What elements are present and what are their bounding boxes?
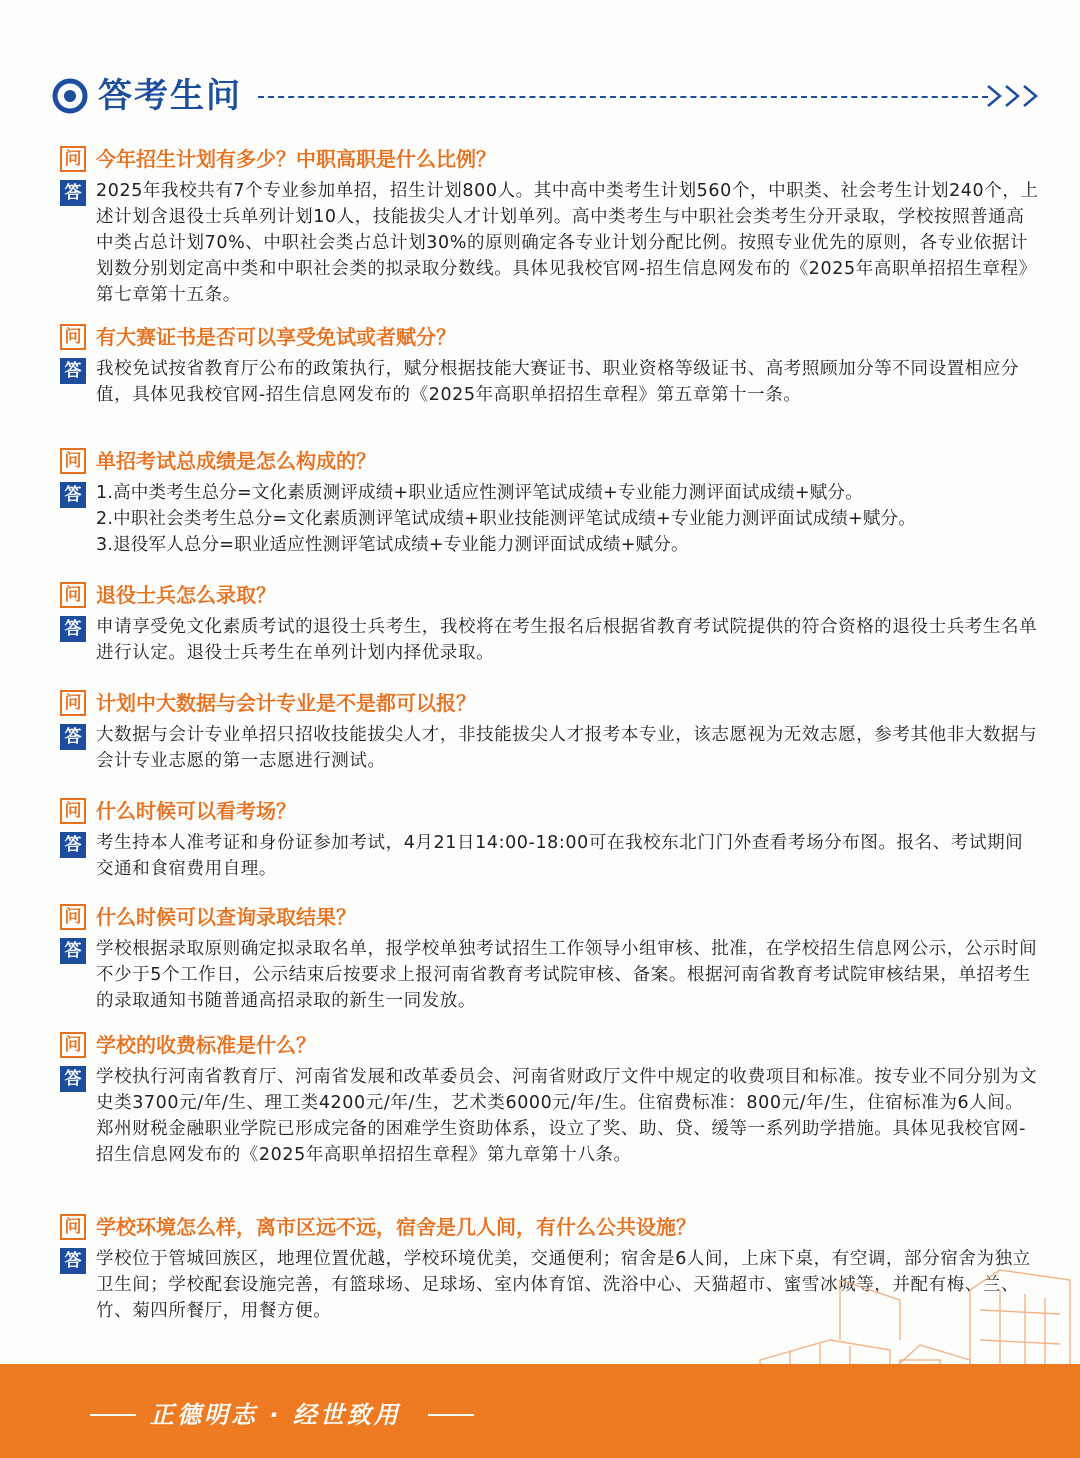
question-badge: 问 bbox=[60, 904, 86, 930]
answer-text bbox=[96, 722, 1040, 774]
answer-badge: 答 bbox=[60, 832, 86, 858]
question-badge: 问 bbox=[60, 582, 86, 608]
qa-item bbox=[60, 580, 1040, 666]
answer-text bbox=[96, 1064, 1040, 1168]
page-title: 答考生问 bbox=[98, 76, 242, 116]
qa-item bbox=[60, 1030, 1040, 1168]
question-text: 计划中大数据与会计专业是不是都可以报？ bbox=[96, 691, 476, 715]
answer-paragraph: 3.退役军人总分=职业适应性测评笔试成绩+专业能力测评面试成绩+赋分。 bbox=[96, 535, 689, 555]
qa-item bbox=[60, 446, 1040, 558]
answer-paragraph: 学校根据录取原则确定拟录取名单，报学校单独考试招生工作领导小组审核、批准，在学校招生信息网公示，公示时间不少于5个工作日，公示结束后按要求上报河南省教育考试院审核、备案。根据河南省教育考试院审核结果，单招考生的录取通知书随普通高招录取的新生一同发放。 bbox=[96, 939, 1038, 1011]
question-text: 单招考试总成绩是怎么构成的？ bbox=[96, 449, 376, 473]
qa-item bbox=[60, 322, 1040, 408]
qa-item bbox=[60, 796, 1040, 882]
answer-badge: 答 bbox=[60, 616, 86, 642]
answer-paragraph: 郑州财税金融职业学院已形成完备的困难学生资助体系，设立了奖、助、贷、缓等一系列助学措施。具体见我校官网-招生信息网发布的《2025年高职单招招生章程》第九章第十八条。 bbox=[96, 1119, 1027, 1165]
answer-paragraph: 考生持本人准考证和身份证参加考试，4月21日14:00-18:00可在我校东北门门外查看考场分布图。报名、考试期间交通和食宿费用自理。 bbox=[96, 833, 1024, 879]
answer-paragraph: 申请享受免文化素质考试的退役士兵考生，我校将在考生报名后根据省教育考试院提供的符合资格的退役士兵考生名单进行认定。退役士兵考生在单列计划内择优录取。 bbox=[96, 617, 1038, 663]
question-badge: 问 bbox=[60, 690, 86, 716]
footer-banner bbox=[0, 1364, 1080, 1458]
qa-item bbox=[60, 902, 1040, 1014]
qa-item bbox=[60, 144, 1040, 308]
answer-paragraph: 我校免试按省教育厅公布的政策执行，赋分根据技能大赛证书、职业资格等级证书、高考照顾加分等不同设置相应分值，具体见我校官网-招生信息网发布的《2025年高职单招招生章程》第五章第十一条。 bbox=[96, 359, 1020, 405]
question-text: 学校环境怎么样，离市区远不远，宿舍是几人间，有什么公共设施？ bbox=[96, 1215, 696, 1239]
question-text: 什么时候可以看考场？ bbox=[96, 799, 296, 823]
answer-badge: 答 bbox=[60, 1066, 86, 1092]
answer-text bbox=[96, 356, 1040, 408]
answer-paragraph: 学校位于管城回族区，地理位置优越，学校环境优美，交通便利；宿舍是6人间，上床下桌，有空调，部分宿舍为独立卫生间；学校配套设施完善，有篮球场、足球场、室内体育馆、洗浴中心、天猫超市、蜜雪冰城等，并配有梅、兰、竹、菊四所餐厅，用餐方便。 bbox=[96, 1249, 1031, 1321]
question-badge: 问 bbox=[60, 448, 86, 474]
qa-list bbox=[60, 0, 1040, 1360]
question-text: 什么时候可以查询录取结果？ bbox=[96, 905, 356, 929]
question-badge: 问 bbox=[60, 324, 86, 350]
answer-badge: 答 bbox=[60, 180, 86, 206]
question-text: 今年招生计划有多少？中职高职是什么比例？ bbox=[96, 147, 496, 171]
question-badge: 问 bbox=[60, 146, 86, 172]
answer-badge: 答 bbox=[60, 938, 86, 964]
question-text: 有大赛证书是否可以享受免试或者赋分？ bbox=[96, 325, 456, 349]
footer-divider-right bbox=[428, 1414, 474, 1416]
answer-paragraph: 大数据与会计专业单招只招收技能拔尖人才，非技能拔尖人才报考本专业，该志愿视为无效志愿，参考其他非大数据与会计专业志愿的第一志愿进行测试。 bbox=[96, 725, 1038, 771]
answer-paragraph: 2.中职社会类考生总分=文化素质测评笔试成绩+职业技能测评笔试成绩+专业能力测评面试成绩+赋分。 bbox=[96, 509, 916, 529]
question-text: 学校的收费标准是什么？ bbox=[96, 1033, 316, 1057]
question-badge: 问 bbox=[60, 1032, 86, 1058]
answer-badge: 答 bbox=[60, 1248, 86, 1274]
question-text: 退役士兵怎么录取？ bbox=[96, 583, 276, 607]
answer-badge: 答 bbox=[60, 724, 86, 750]
answer-text bbox=[96, 480, 1040, 558]
answer-paragraph: 2025年我校共有7个专业参加单招，招生计划800人。其中高中类考生计划560个，中职类、社会考生计划240个，上述计划含退役士兵单列计划10人，技能拔尖人才计划单列。高中类考生与中职社会类考生分开录取，学校按照普通高中类占总计划70%、中职社会类占总计划30%的原则确定各专业计划分配比例。按照专业优先的原则，各专业依据计划数分别划定高中类和中职社会类的拟录取分数线。具体见我校官网-招生信息网发布的《2025年高职单招招生章程》第七章第十五条。 bbox=[96, 181, 1039, 305]
answer-paragraph: 学校执行河南省教育厅、河南省发展和改革委员会、河南省财政厅文件中规定的收费项目和标准。按专业不同分别为文史类3700元/年/生、理工类4200元/年/生，艺术类6000元/年/生。住宿费标准：800元/年/生，住宿标准为6人间。 bbox=[96, 1067, 1038, 1113]
footer-motto: 正德明志 · 经世致用 bbox=[150, 1401, 401, 1429]
question-badge: 问 bbox=[60, 798, 86, 824]
answer-text bbox=[96, 830, 1040, 882]
answer-text bbox=[96, 936, 1040, 1014]
answer-badge: 答 bbox=[60, 482, 86, 508]
answer-paragraph: 1.高中类考生总分=文化素质测评成绩+职业适应性测评笔试成绩+专业能力测评面试成绩+赋分。 bbox=[96, 483, 863, 503]
answer-text bbox=[96, 178, 1040, 308]
qa-item bbox=[60, 688, 1040, 774]
footer-divider-left bbox=[90, 1414, 136, 1416]
question-badge: 问 bbox=[60, 1214, 86, 1240]
answer-badge: 答 bbox=[60, 358, 86, 384]
answer-text bbox=[96, 614, 1040, 666]
